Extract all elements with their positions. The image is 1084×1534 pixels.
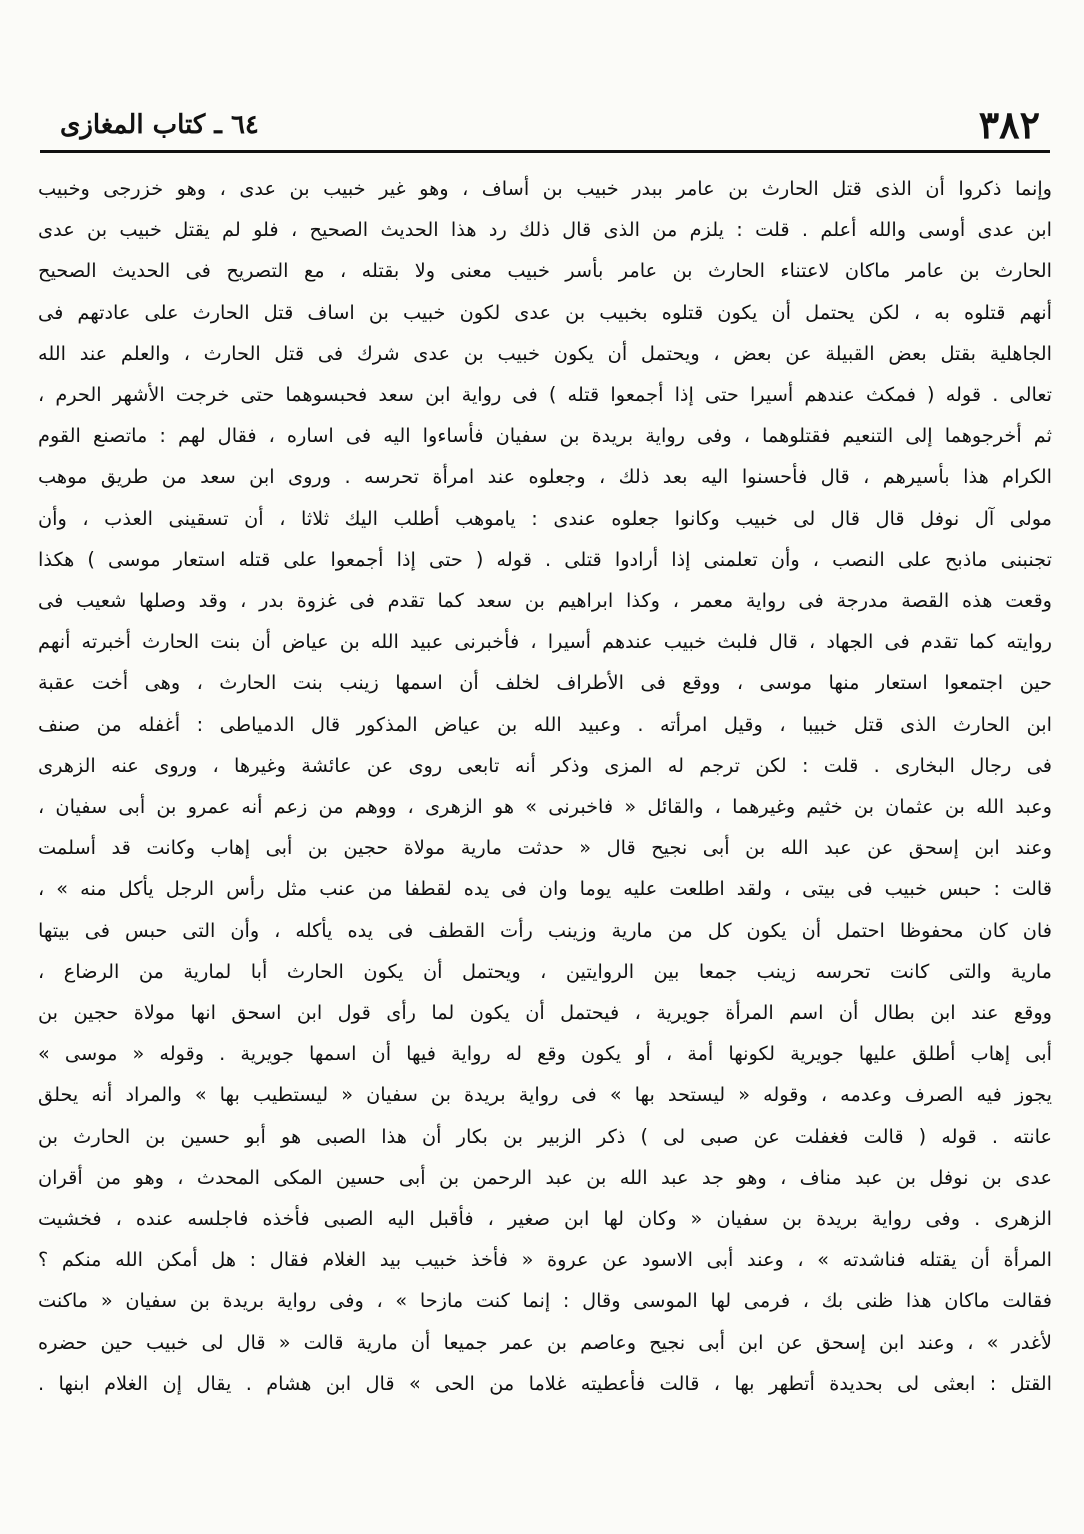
body-text bbox=[38, 168, 1052, 1404]
text-line: الزهرى . وفى رواية بريدة بن سفيان « وكان لها ابن صغير ، فأقبل اليه الصبى فأخذه فاجلسه عنده ، فخشيت bbox=[38, 1207, 1052, 1231]
text-line: يجوز فيه الصرف وعدمه ، وقوله « ليستحد بها » فى رواية بريدة بن سفيان « ليستطيب بها » والمراد أنه يحلق bbox=[38, 1083, 1052, 1107]
text-line: القتل : ابعثى لى بحديدة أتطهر بها ، قالت فأعطيته غلاما من الحى » قال ابن هشام . يقال إن الغلام ابنها . bbox=[38, 1371, 1052, 1395]
text-line: حين اجتمعوا استعار منها موسى ، ووقع فى الأطراف لخلف أن اسمها زينب بنت الحارث ، وهى أخت عقبة bbox=[38, 671, 1052, 695]
running-title: ٦٤ ـ كتاب المغازى bbox=[60, 110, 259, 140]
text-line: تعالى . قوله ( فمكث عندهم أسيرا حتى إذا أجمعوا قتله ) فى رواية ابن سعد فحبسوهما حتى خرجت الأشهر الحرم ، bbox=[38, 383, 1052, 407]
text-line: الحارث بن عامر ماكان لاعتناء الحارث بن عامر بأسر خبيب معنى ولا بقتله ، مع التصريح فى الحديث الصحيح bbox=[38, 259, 1052, 283]
page-header bbox=[40, 100, 1050, 146]
text-line: روايته كما تقدم فى الجهاد ، قال فلبث خبيب عندهم أسيرا ، فأخبرنى عبيد الله بن عياض أن بنت الحارث أخبرته أنهم bbox=[38, 630, 1052, 654]
text-line: ابن عدى أوسى والله أعلم . قلت : يلزم من الذى قال ذلك رد هذا الحديث الصحيح ، فلو لم يقتل خبيب بن عدى bbox=[38, 218, 1052, 242]
text-line: ابن الحارث الذى قتل خبيبا ، وقيل امرأته . وعبيد الله بن عياض المذكور قال الدمياطى : أغفله من صنف bbox=[38, 712, 1052, 736]
text-line: فى رجال البخارى . قلت : لكن ترجم له المزى وذكر أنه تابعى روى عن عائشة وغيرها ، وروى عنه الزهرى bbox=[38, 753, 1052, 777]
text-line: مارية والتى كانت تحرسه زينب جمعا بين الروايتين ، ويحتمل أن يكون الحارث أبا لمارية من الرضاع ، bbox=[38, 959, 1052, 983]
text-line: عانته . قوله ( قالت فغفلت عن صبى لى ) ذكر الزبير بن بكار أن هذا الصبى هو أبو حسين بن الحارث بن bbox=[38, 1124, 1052, 1148]
text-line: ثم أخرجوهما إلى التنعيم فقتلوهما ، وفى رواية بريدة بن سفيان فأساءوا اليه فى اساره ، فقال لهم : ماتصنع القوم bbox=[38, 424, 1052, 448]
text-line: عدى بن نوفل بن عبد مناف ، وهو جد عبد الله بن عبد الرحمن بن أبى حسين المكى المحدث ، وهو من أقران bbox=[38, 1165, 1052, 1189]
text-line: وإنما ذكروا أن الذى قتل الحارث بن عامر ببدر خبيب بن أساف ، وهو غير خبيب بن عدى ، وهو خزرجى وخبيب bbox=[38, 177, 1052, 200]
page-number: ٣٨٢ bbox=[978, 102, 1040, 147]
text-line: وقعت هذه القصة مدرجة فى رواية معمر ، وكذا ابراهيم بن سعد كما تقدم فى غزوة بدر ، وقد وصلها شعيب فى bbox=[38, 589, 1052, 613]
text-line: وعند ابن إسحق عن عبد الله بن أبى نجيح قال « حدثت مارية مولاة حجين بن أبى إهاب وكانت قد أسلمت bbox=[38, 836, 1052, 860]
header-rule bbox=[40, 150, 1050, 153]
text-line: قالت : حبس خبيب فى بيتى ، ولقد اطلعت عليه يوما وان فى يده لقطفا من عنب مثل رأس الرجل يأكل منه » ، bbox=[38, 877, 1052, 901]
text-line: تجنبنى ماذبح على النصب ، وأن تعلمنى إذا أرادوا قتلى . قوله ( حتى إذا أجمعوا على قتله استعار موسى ) هكذا bbox=[38, 547, 1052, 571]
text-line: أنهم قتلوه به ، لكن يحتمل أن يكون قتلوه بخبيب بن عدى لكون خبيب بن اساف قتل الحارث على عادتهم فى bbox=[38, 300, 1052, 324]
text-line: مولى آل نوفل قال قال لى خبيب وكانوا جعلوه عندى : ياموهب أطلب اليك ثلاثا ، أن تسقينى العذب ، وأن bbox=[38, 506, 1052, 530]
text-line: الجاهلية بقتل بعض القبيلة عن بعض ، ويحتمل أن يكون خبيب بن عدى شرك فى قتل الحارث ، والعلم عند الله bbox=[38, 341, 1052, 365]
text-line: لأغدر » ، وعند ابن إسحق عن ابن أبى نجيح وعاصم بن عمر جميعا أن مارية قالت « قال لى خبيب حين حضره bbox=[38, 1330, 1052, 1354]
text-line: المرأة أن يقتله فناشدته » ، وعند أبى الاسود عن عروة « فأخذ خبيب بيد الغلام فقال : هل أمكن الله منكم ؟ bbox=[38, 1248, 1052, 1272]
text-line: فان كان محفوظا احتمل أن يكون كل من مارية وزينب رأت القطف فى يده يأكله ، وأن التى حبس فى بيتها bbox=[38, 918, 1052, 942]
text-line: الكرام هذا بأسيرهم ، قال فأحسنوا اليه بعد ذلك ، وجعلوه عند امرأة تحرسه . وروى ابن سعد من طريق موهب bbox=[38, 465, 1052, 489]
text-line: ووقع عند ابن بطال أن اسم المرأة جويرية ، فيحتمل أن يكون لما رأى قول ابن اسحق انها مولاة حجين بن bbox=[38, 1001, 1052, 1025]
text-line: وعبد الله بن عثمان بن خثيم وغيرهما ، والقائل « فاخبرنى » هو الزهرى ، ووهم من زعم أنه عمرو بن أبى سفيان ، bbox=[38, 795, 1052, 819]
text-line: فقالت ماكان هذا ظنى بك ، فرمى لها الموسى وقال : إنما كنت مازحا » ، وفى رواية بريدة بن سفيان « ماكنت bbox=[38, 1289, 1052, 1313]
text-line: أبى إهاب أطلق عليها جويرية لكونها أمة ، أو يكون وقع له رواية فيها أن اسمها جويرية . وقوله « موسى » bbox=[38, 1042, 1052, 1066]
